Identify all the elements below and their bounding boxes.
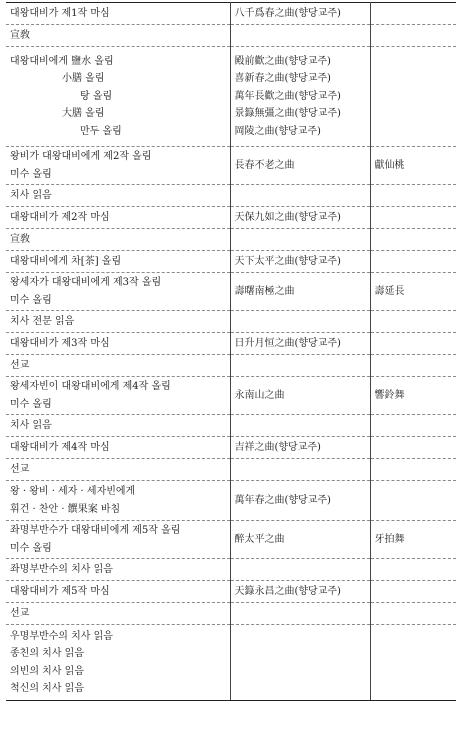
music-cell [230, 437, 370, 459]
table-row [6, 251, 456, 273]
ceremony-text: 왕세자가 대왕대비에게 제3작 올림 [10, 277, 162, 288]
ceremony-cell [6, 311, 230, 333]
table-row [6, 355, 456, 377]
music-cell [230, 481, 370, 521]
dance-cell [370, 251, 456, 273]
ceremony-text: 미수 올림 [10, 542, 52, 554]
music-cell [230, 207, 370, 229]
table-row [6, 273, 456, 311]
music-title: 天保九如之曲(향당교주) [234, 211, 341, 223]
music-cell [230, 625, 370, 701]
dance-cell [370, 377, 456, 415]
dance-cell [370, 333, 456, 355]
ceremony-cell [6, 603, 230, 625]
music-cell [230, 185, 370, 207]
ceremony-text: 탕 올림 [80, 90, 113, 102]
table-row [6, 311, 456, 333]
music-cell [230, 355, 370, 377]
ceremony-cell [6, 229, 230, 251]
dance-cell [370, 185, 456, 207]
dance-cell [370, 25, 456, 47]
dance-cell [370, 311, 456, 333]
ceremony-text: 좌명부반수가 대왕대비에게 제5작 올림 [10, 525, 181, 536]
dance-cell [370, 273, 456, 311]
dance-cell [370, 207, 456, 229]
dance-name: 牙拍舞 [374, 533, 405, 545]
ceremony-cell [6, 377, 230, 415]
music-cell [230, 581, 370, 603]
table-row [6, 625, 456, 701]
music-title: 吉祥之曲(향당교주) [234, 441, 321, 453]
ceremony-text: 선교 [10, 359, 30, 371]
dance-cell [370, 459, 456, 481]
table-row [6, 147, 456, 185]
ceremony-cell [6, 559, 230, 581]
ceremony-cell [6, 355, 230, 377]
banquet-program-table-wrapper [6, 2, 456, 701]
music-title: 景籙無彊之曲(향당교주) [234, 108, 341, 120]
table-row [6, 603, 456, 625]
music-title: 喜新春之曲(향당교주) [234, 73, 331, 85]
ceremony-cell [6, 273, 230, 311]
ceremony-cell [6, 25, 230, 47]
table-row [6, 415, 456, 437]
music-cell [230, 229, 370, 251]
ceremony-text: 宣敎 [10, 29, 30, 41]
ceremony-cell [6, 415, 230, 437]
music-cell [230, 25, 370, 47]
ceremony-text: 치사 전문 읽음 [10, 315, 75, 327]
table-row [6, 47, 456, 147]
ceremony-cell [6, 581, 230, 603]
music-title: 萬年春之曲(향당교주) [234, 494, 331, 506]
music-cell [230, 333, 370, 355]
dance-cell [370, 147, 456, 185]
table-row [6, 229, 456, 251]
ceremony-text: 왕 · 왕비 · 세자 · 세자빈에게 [10, 486, 136, 497]
dance-cell [370, 521, 456, 559]
music-cell [230, 415, 370, 437]
table-row [6, 459, 456, 481]
table-row [6, 581, 456, 603]
table-row [6, 559, 456, 581]
table-row [6, 207, 456, 229]
dance-cell [370, 603, 456, 625]
ceremony-text: 선교 [10, 607, 30, 619]
music-title: 日升月恒之曲(향당교주) [234, 337, 341, 349]
dance-cell [370, 625, 456, 701]
music-title: 岡陵之曲(향당교주) [234, 125, 321, 137]
table-row [6, 25, 456, 47]
ceremony-text: 왕비가 대왕대비에게 제2작 올림 [10, 151, 152, 162]
ceremony-text: 선교 [10, 463, 30, 475]
ceremony-text: 대왕대비에게 鹽水 올림 [10, 55, 114, 67]
dance-name: 獻仙桃 [374, 159, 405, 171]
music-cell [230, 3, 370, 25]
ceremony-cell [6, 625, 230, 701]
dance-cell [370, 581, 456, 603]
dance-cell [370, 415, 456, 437]
ceremony-text: 왕세자빈이 대왕대비에게 제4작 올림 [10, 381, 171, 392]
music-cell [230, 603, 370, 625]
table-body [6, 3, 456, 701]
ceremony-text: 좌명부반수의 치사 읽음 [10, 563, 113, 575]
dance-name: 響鈴舞 [374, 389, 405, 401]
banquet-program-table [6, 2, 456, 701]
music-cell [230, 251, 370, 273]
music-cell [230, 147, 370, 185]
table-row [6, 333, 456, 355]
music-cell [230, 47, 370, 147]
ceremony-text: 휘건 · 찬안 · 饌果案 바침 [10, 503, 121, 515]
dance-cell [370, 47, 456, 147]
ceremony-text: 대왕대비가 제2작 마심 [10, 211, 110, 223]
ceremony-cell [6, 207, 230, 229]
dance-cell [370, 3, 456, 25]
ceremony-text: 우명부반수의 치사 읽음 [10, 630, 113, 642]
ceremony-cell [6, 3, 230, 25]
music-title: 醉太平之曲 [234, 533, 285, 545]
music-title: 天下太平之曲(향당교주) [234, 255, 341, 267]
dance-cell [370, 355, 456, 377]
ceremony-cell [6, 251, 230, 273]
table-row [6, 377, 456, 415]
ceremony-cell [6, 521, 230, 559]
music-title: 天籙永昌之曲(향당교주) [234, 585, 341, 597]
ceremony-cell [6, 481, 230, 521]
music-title: 永南山之曲 [234, 389, 285, 401]
ceremony-text: 의빈의 치사 읽음 [10, 665, 84, 677]
music-cell [230, 559, 370, 581]
ceremony-text: 小膳 올림 [62, 73, 105, 85]
music-title: 萬年長歡之曲(향당교주) [234, 90, 341, 102]
ceremony-cell [6, 437, 230, 459]
ceremony-text: 치사 읽음 [10, 189, 52, 201]
ceremony-text: 대왕대비에게 차[茶] 올림 [10, 255, 122, 267]
music-cell [230, 311, 370, 333]
table-row [6, 481, 456, 521]
table-row [6, 521, 456, 559]
dance-cell [370, 559, 456, 581]
music-title: 八千爲春之曲(향당교주) [234, 7, 341, 19]
music-title: 殿前歡之曲(향당교주) [234, 55, 331, 67]
dance-cell [370, 481, 456, 521]
ceremony-text: 미수 올림 [10, 294, 52, 306]
ceremony-cell [6, 185, 230, 207]
music-cell [230, 459, 370, 481]
table-row [6, 3, 456, 25]
ceremony-cell [6, 147, 230, 185]
music-cell [230, 521, 370, 559]
ceremony-cell [6, 47, 230, 147]
ceremony-text: 미수 올림 [10, 398, 52, 410]
ceremony-text: 대왕대비가 제4작 마심 [10, 441, 110, 453]
ceremony-text: 미수 올림 [10, 168, 52, 180]
ceremony-cell [6, 333, 230, 355]
ceremony-cell [6, 459, 230, 481]
dance-cell [370, 229, 456, 251]
ceremony-text: 치사 읽음 [10, 419, 52, 431]
table-row [6, 185, 456, 207]
dance-cell [370, 437, 456, 459]
ceremony-text: 만두 올림 [80, 125, 122, 137]
ceremony-text: 종친의 치사 읽음 [10, 648, 84, 659]
ceremony-text: 大膳 올림 [62, 108, 105, 120]
dance-name: 壽延長 [374, 285, 405, 297]
music-title: 壽曙南極之曲 [234, 285, 295, 297]
ceremony-text: 대왕대비가 제1작 마심 [10, 7, 110, 19]
ceremony-text: 대왕대비가 제5작 마심 [10, 585, 110, 597]
ceremony-text: 대왕대비가 제3작 마심 [10, 337, 110, 349]
ceremony-text: 宣敎 [10, 233, 30, 245]
ceremony-text: 척신의 치사 읽음 [10, 683, 84, 694]
table-row [6, 437, 456, 459]
music-title: 長春不老之曲 [234, 159, 295, 171]
music-cell [230, 377, 370, 415]
music-cell [230, 273, 370, 311]
